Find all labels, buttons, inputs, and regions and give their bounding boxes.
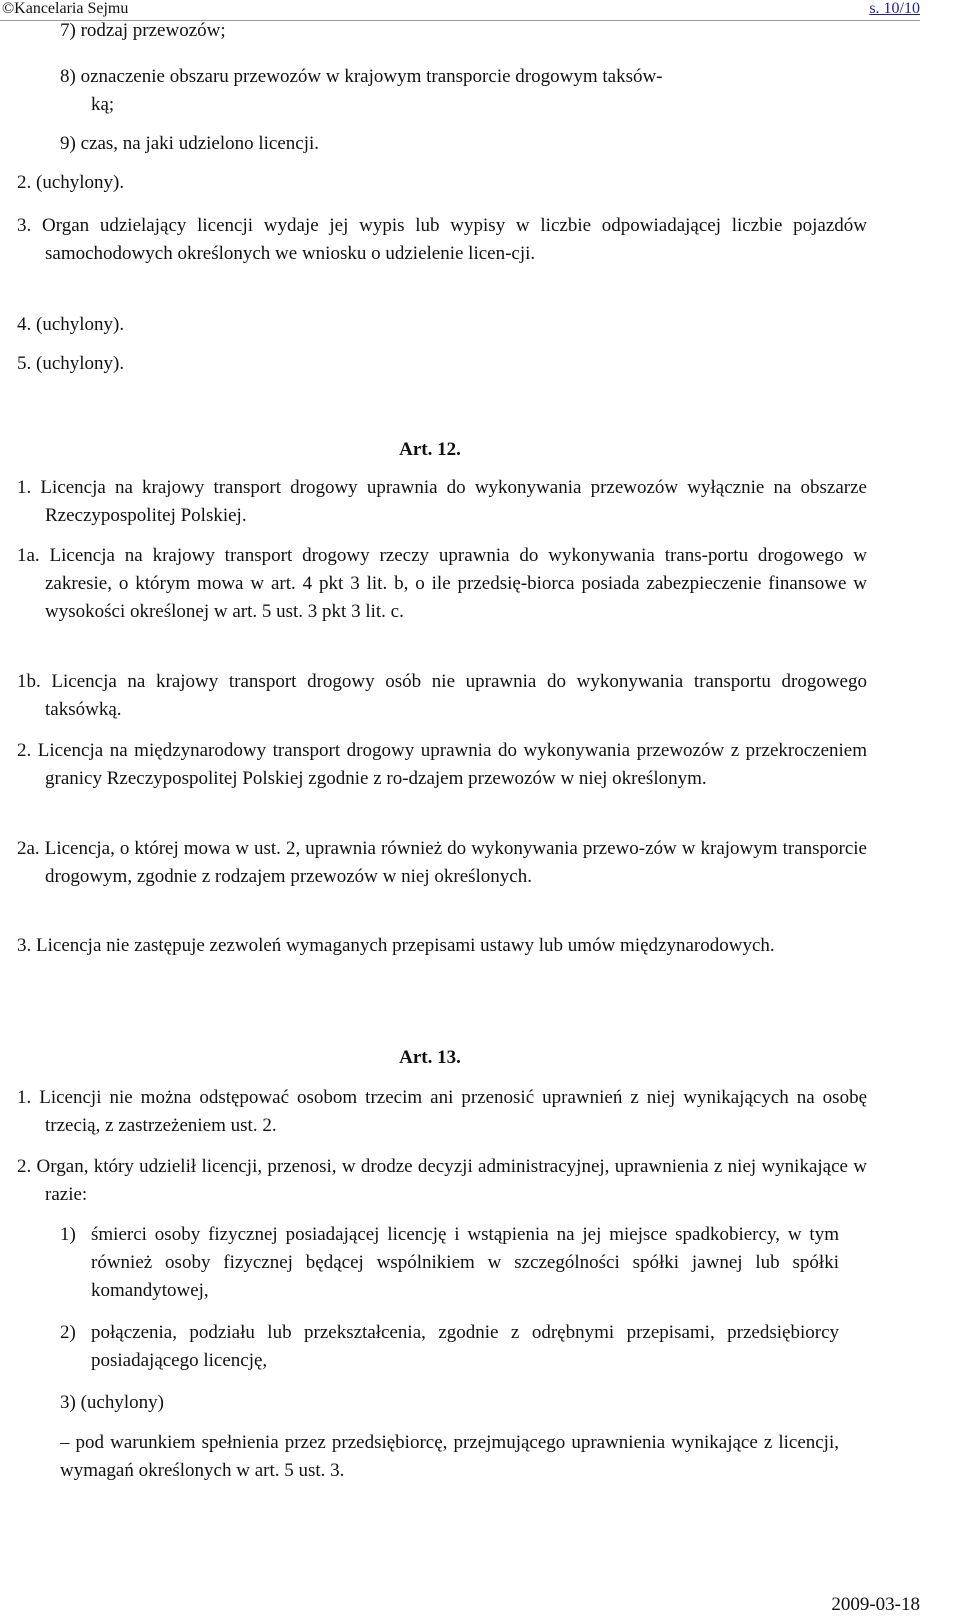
point-7: 7) rodzaj przewozów; (60, 20, 226, 41)
point-8-line-2: ką; (91, 94, 115, 115)
art13-point-2: połączenia, podziału lub przekształcenia, zgodnie z odrębnymi przepisami, przedsiębiorcy posiadającego licencję, (91, 1322, 839, 1371)
art13-point-2-number: 2) (60, 1322, 76, 1343)
art12-paragraph-3: 3. Licencja nie zastępuje zezwoleń wymaganych przepisami ustawy lub umów międzynarodowych. (17, 935, 775, 956)
art13-point-1: śmierci osoby fizycznej posiadającej licencję i wstąpienia na jej miejsce spadkobiercy, w tym również osoby fizycznej będącej wspólnikiem w szczególności spółki jawnej lub spółki komandytowej, (91, 1224, 839, 1301)
paragraph-3: 3. Organ udzielający licencji wydaje jej wypis lub wypisy w liczbie odpowiadającej liczbie pojazdów samochodowych określonych we wniosku o udzielenie licen-cji. (17, 215, 867, 264)
art12-paragraph-1: 1. Licencja na krajowy transport drogowy uprawnia do wykonywania przewozów wyłącznie na obszarze Rzeczypospolitej Polskiej. (17, 477, 867, 526)
header-source: ©Kancelaria Sejmu (2, 0, 129, 17)
art13-paragraph-1: 1. Licencji nie można odstępować osobom trzecim ani przenosić uprawnień z niej wynikających na osobę trzecią, z zastrzeżeniem ust. 2. (17, 1087, 867, 1136)
point-9: 9) czas, na jaki udzielono licencji. (60, 133, 320, 154)
article-13-heading: Art. 13. (399, 1047, 461, 1068)
paragraph-4-repealed: 4. (uchylony). (17, 314, 125, 335)
art13-paragraph-2: 2. Organ, który udzielił licencji, przenosi, w drodze decyzji administracyjnej, uprawnienia z niej wynikające w razie: (17, 1156, 867, 1205)
article-12-heading: Art. 12. (399, 439, 461, 460)
art12-paragraph-2: 2. Licencja na międzynarodowy transport drogowy uprawnia do wykonywania przewozów z przekroczeniem granicy Rzeczypospolitej Polskiej zgodnie z ro-dzajem przewozów w niej określonym. (17, 740, 867, 789)
art12-paragraph-1b: 1b. Licencja na krajowy transport drogowy osób nie uprawnia do wykonywania transportu drogowego taksówką. (17, 671, 867, 720)
page-number: s. 10/10 (869, 0, 920, 17)
art13-final-clause: – pod warunkiem spełnienia przez przedsiębiorcę, przejmującego uprawnienia wynikające z licencji, wymagań określonych w art. 5 ust. 3. (60, 1432, 839, 1481)
art12-paragraph-2a: 2a. Licencja, o której mowa w ust. 2, uprawnia również do wykonywania przewo-zów w krajowym transporcie drogowym, zgodnie z rodzajem przewozów w niej określonych. (17, 838, 867, 887)
art12-paragraph-1a: 1a. Licencja na krajowy transport drogowy rzeczy uprawnia do wykonywania trans-portu drogowego w zakresie, o którym mowa w art. 4 pkt 3 lit. b, o ile przedsię-biorca posiada zabezpieczenie finansowe w wysokości określonej w art. 5 ust. 3 pkt 3 lit. c. (17, 545, 867, 622)
art13-point-3-repealed: 3) (uchylony) (60, 1392, 164, 1413)
paragraph-2-repealed: 2. (uchylony). (17, 172, 125, 193)
footer-date: 2009-03-18 (831, 1594, 920, 1615)
art13-point-1-number: 1) (60, 1224, 76, 1245)
point-8-line-1: 8) oznaczenie obszaru przewozów w krajowym transporcie drogowym taksów- (60, 66, 663, 87)
paragraph-5-repealed: 5. (uchylony). (17, 353, 125, 374)
